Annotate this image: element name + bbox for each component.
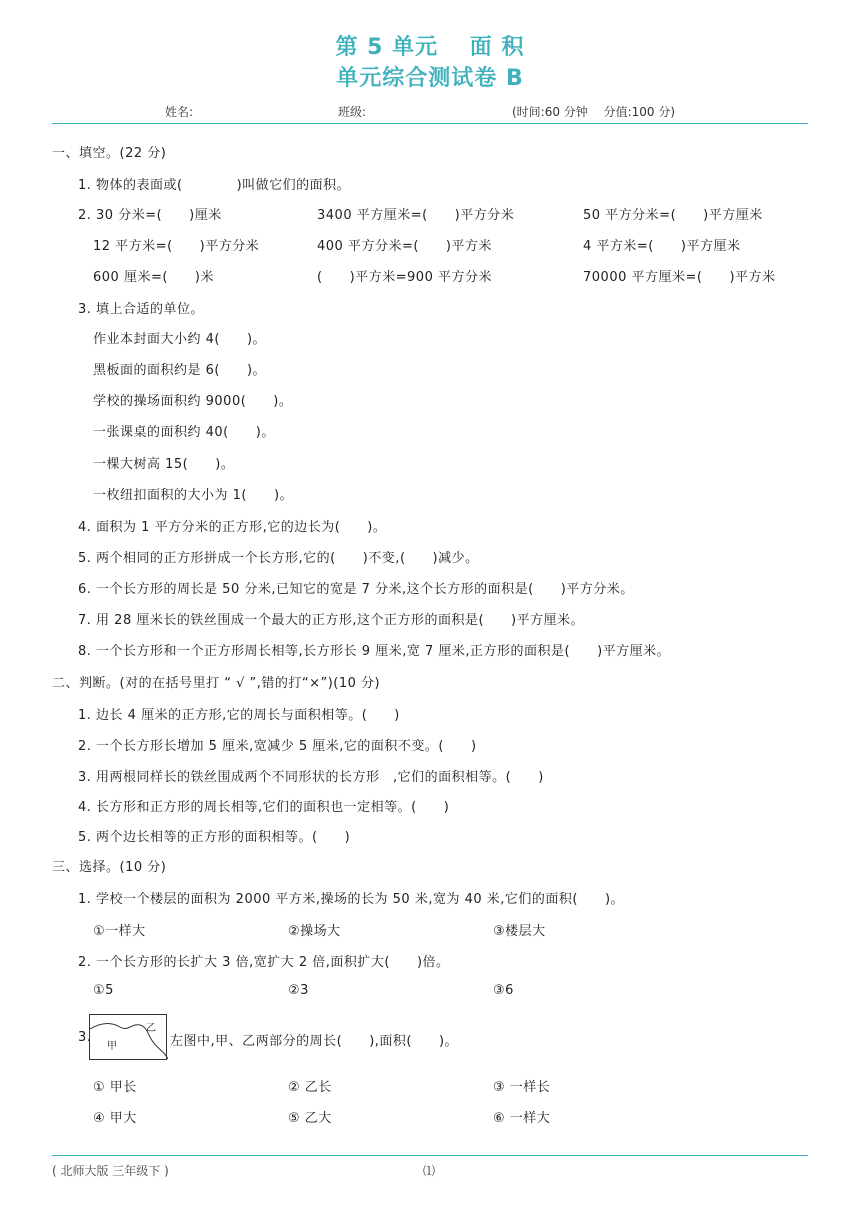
question-1-4: 4. 面积为 1 平方分米的正方形,它的边长为( )。: [78, 520, 387, 535]
question-1-5: 5. 两个相同的正方形拼成一个长方形,它的( )不变,( )减少。: [78, 551, 479, 566]
conversion-item: 50 平方分米=( )平方厘米: [583, 208, 763, 223]
choice-option: ⑥ 一样大: [493, 1111, 551, 1126]
choice-option: ①一样大: [93, 924, 146, 939]
unit-item: 学校的操场面积约 9000( )。: [93, 394, 293, 409]
conversion-item: 3400 平方厘米=( )平方分米: [317, 208, 515, 223]
choice-question-1: 1. 学校一个楼层的面积为 2000 平方米,操场的长为 50 米,宽为 40 米,它们的面积( )。: [78, 892, 625, 907]
conversion-item: 4 平方米=( )平方厘米: [583, 239, 741, 254]
choice-option: ②操场大: [288, 924, 341, 939]
choice-option: ⑤ 乙大: [288, 1111, 332, 1126]
section-heading-choice: 三、选择。(10 分): [52, 860, 167, 875]
page-subtitle: 单元综合测试卷 B: [336, 66, 524, 91]
dividing-curve: [90, 1015, 168, 1061]
choice-option: ②3: [288, 983, 309, 998]
judge-item: 2. 一个长方形长增加 5 厘米,宽减少 5 厘米,它的面积不变。( ): [78, 739, 477, 754]
choice-option: ④ 甲大: [93, 1111, 137, 1126]
choice-option: ①5: [93, 983, 114, 998]
section-heading-fill-in: 一、填空。(22 分): [52, 146, 167, 161]
conversion-item: 70000 平方厘米=( )平方米: [583, 270, 776, 285]
question-1-3: 3. 填上合适的单位。: [78, 302, 205, 317]
judge-item: 4. 长方形和正方形的周长相等,它们的面积也一定相等。( ): [78, 800, 450, 815]
region-yi-label: 乙: [146, 1023, 156, 1034]
section-heading-judge: 二、判断。(对的在括号里打 “ √ ”,错的打“×”)(10 分): [52, 676, 381, 691]
question-1-8: 8. 一个长方形和一个正方形周长相等,长方形长 9 厘米,宽 7 厘米,正方形的面积是( )平方厘米。: [78, 644, 671, 659]
area-figure: [89, 1014, 167, 1060]
unit-item: 作业本封面大小约 4( )。: [93, 332, 267, 347]
judge-item: 1. 边长 4 厘米的正方形,它的周长与面积相等。( ): [78, 708, 400, 723]
conversion-item: 400 平方分米=( )平方米: [317, 239, 492, 254]
class-label: 班级:: [338, 105, 367, 119]
choice-option: ③楼层大: [493, 924, 546, 939]
choice-question-2: 2. 一个长方形的长扩大 3 倍,宽扩大 2 倍,面积扩大( )倍。: [78, 955, 450, 970]
unit-item: 黑板面的面积约是 6( )。: [93, 363, 267, 378]
choice-option: ③6: [493, 983, 514, 998]
region-jia-label: 甲: [107, 1041, 117, 1052]
question-1-7: 7. 用 28 厘米长的铁丝围成一个最大的正方形,这个正方形的面积是( )平方厘米。: [78, 613, 585, 628]
choice-question-3: 左图中,甲、乙两部分的周长( ),面积( )。: [170, 1034, 459, 1049]
conversion-item: 600 厘米=( )米: [93, 270, 214, 285]
question-1-1: 1. 物体的表面或( )叫做它们的面积。: [78, 178, 351, 193]
page-number: ⑴: [423, 1164, 436, 1178]
choice-option: ② 乙长: [288, 1080, 332, 1095]
page-title: 第 5 单元 面 积: [335, 35, 525, 60]
conversion-item: 2. 30 分米=( )厘米: [78, 208, 222, 223]
name-label: 姓名:: [165, 105, 194, 119]
header-divider: [52, 123, 808, 124]
unit-item: 一枚纽扣面积的大小为 1( )。: [93, 488, 294, 503]
choice-option: ① 甲长: [93, 1080, 137, 1095]
judge-item: 3. 用两根同样长的铁丝围成两个不同形状的长方形 ,它们的面积相等。( ): [78, 770, 544, 785]
footer-divider: [52, 1155, 808, 1156]
edition-label: ( 北师大版 三年级下 ): [52, 1164, 169, 1178]
unit-item: 一张课桌的面积约 40( )。: [93, 425, 275, 440]
conversion-item: ( )平方米=900 平方分米: [317, 270, 492, 285]
unit-item: 一棵大树高 15( )。: [93, 457, 235, 472]
time-score-info: (时间:60 分钟 分值:100 分): [512, 105, 676, 119]
choice-option: ③ 一样长: [493, 1080, 551, 1095]
conversion-item: 12 平方米=( )平方分米: [93, 239, 260, 254]
choice-question-3-number: 3.: [78, 1030, 92, 1045]
judge-item: 5. 两个边长相等的正方形的面积相等。( ): [78, 830, 351, 845]
question-1-6: 6. 一个长方形的周长是 50 分米,已知它的宽是 7 分米,这个长方形的面积是( )平方分米。: [78, 582, 634, 597]
